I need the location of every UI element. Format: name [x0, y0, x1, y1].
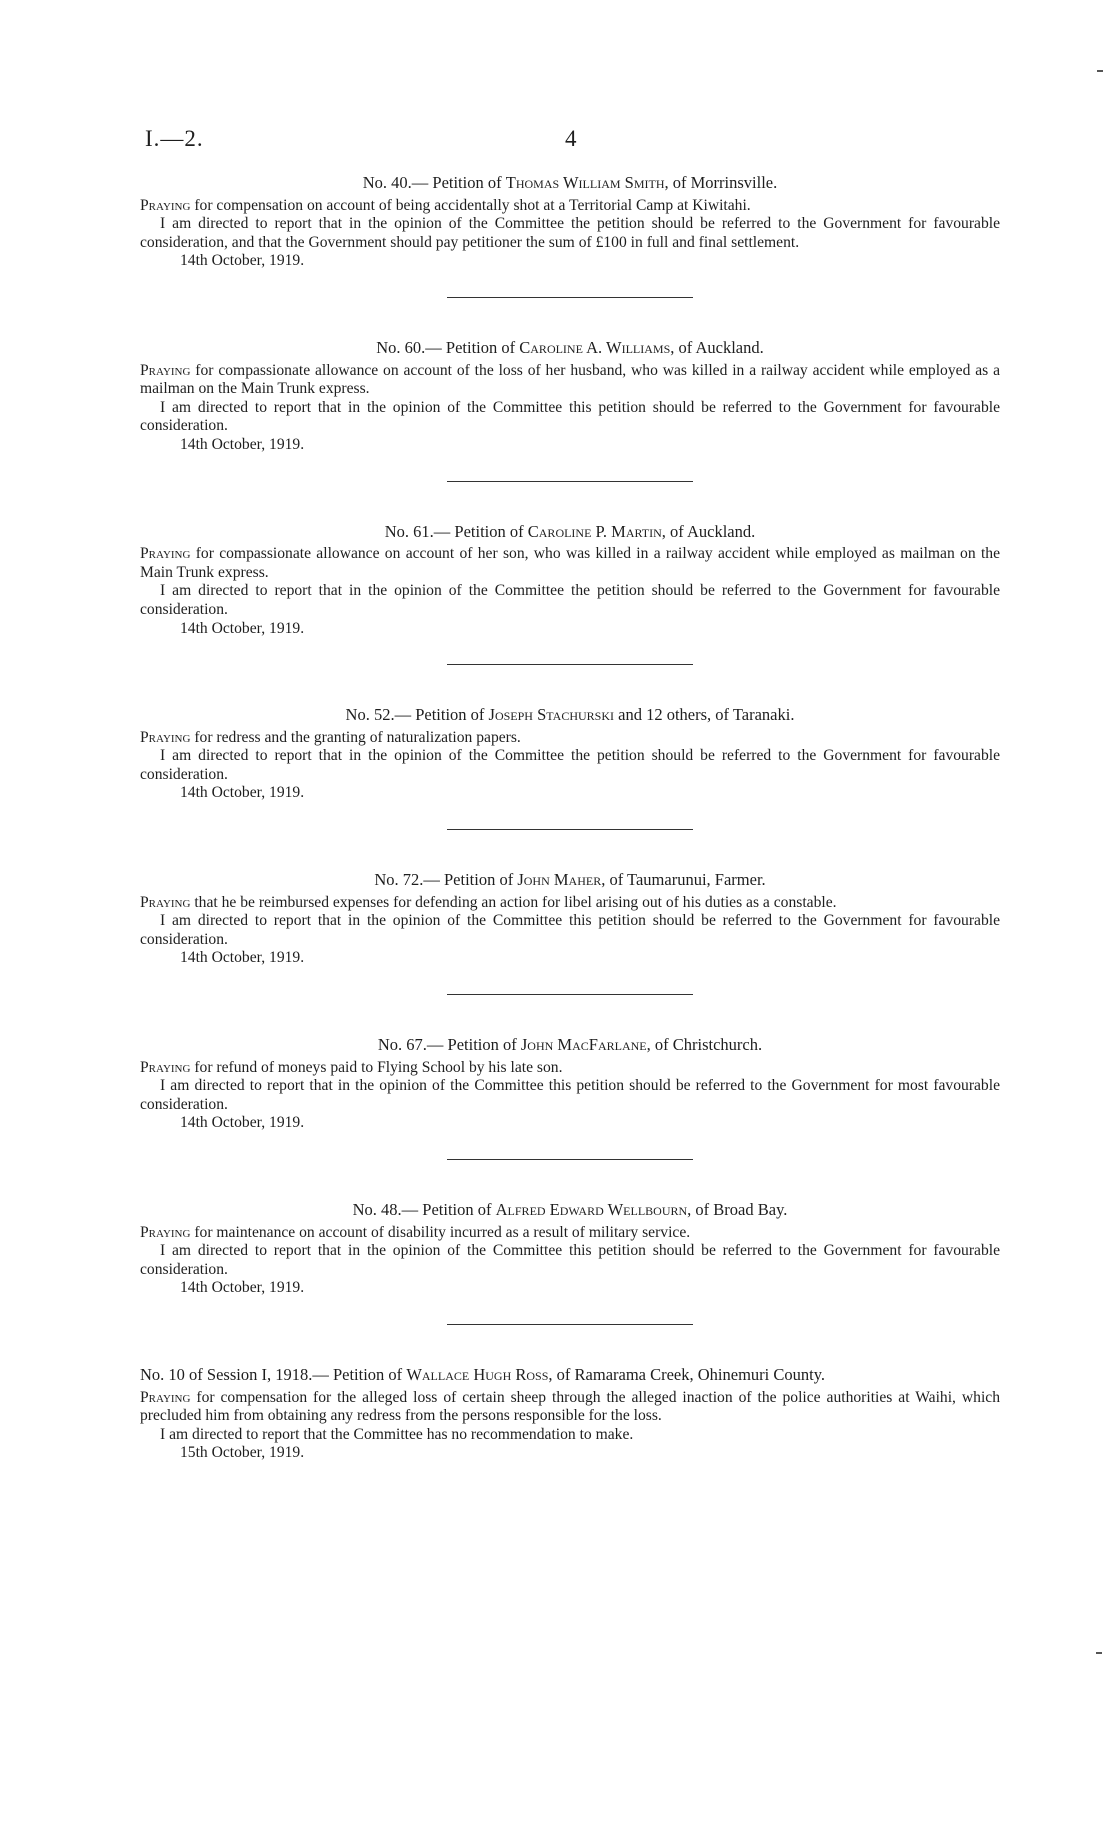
prayer-text: that he be reimbursed expenses for defending an action for libel arising out of his duties as a constable.: [190, 893, 837, 911]
prayer-text: for redress and the granting of naturalization papers.: [190, 728, 521, 746]
petitioner-place: , of Morrinsville.: [664, 173, 778, 192]
petition-entry: [140, 871, 1000, 968]
page-header: [145, 126, 995, 156]
scan-speck: [1097, 70, 1103, 72]
committee-report: I am directed to report that in the opinion of the Committee this petition should be referred to the Government for most favourable consideration.: [140, 1077, 1000, 1113]
petitioner-name: Joseph Stachurski: [488, 705, 614, 725]
petition-prayer: [140, 362, 1000, 399]
page-number: 4: [565, 126, 577, 151]
petition-of-label: — Petition of: [411, 173, 506, 192]
petition-prayer: [140, 894, 1000, 913]
prayer-text: for compassionate allowance on account of her son, who was killed in a railway accident while employed as mailman on the Main Trunk express.: [140, 545, 1000, 581]
petition-entry: [140, 1036, 1000, 1133]
petition-entry: [140, 706, 1000, 803]
report-date: 14th October, 1919.: [180, 949, 305, 967]
series-code: I.—2.: [145, 126, 204, 151]
petition-heading: [140, 1366, 1000, 1385]
petition-heading: [140, 1201, 1000, 1220]
petition-prayer: [140, 729, 1000, 748]
committee-report: I am directed to report that in the opinion of the Committee the petition should be referred to the Government for favourable consideration, and that the Government should pay petitioner the sum of £100 in full and final settlement.: [140, 215, 1000, 251]
petition-heading: [140, 1036, 1000, 1055]
praying-label: Praying: [140, 196, 191, 214]
report-date: 14th October, 1919.: [180, 784, 305, 802]
petition-number: No. 67.: [377, 1035, 427, 1055]
petition-of-label: — Petition of: [423, 870, 518, 890]
section-divider: [447, 664, 693, 665]
petition-prayer: [140, 1389, 1000, 1426]
petition-number: No. 72.: [374, 870, 424, 890]
petition-number: No. 40.: [362, 173, 412, 192]
scan-speck: [1096, 1652, 1102, 1654]
report-date: 14th October, 1919.: [180, 252, 305, 270]
petition-heading: [140, 871, 1000, 890]
praying-label: Praying: [140, 1058, 191, 1076]
petition-entry: [140, 1366, 1000, 1463]
petition-number: No. 61.: [384, 521, 434, 541]
petition-number: No. 60.: [376, 337, 426, 357]
prayer-text: for refund of moneys paid to Flying School by his late son.: [190, 1058, 563, 1076]
committee-report: I am directed to report that in the opinion of the Committee this petition should be referred to the Government for favourable consideration.: [140, 1242, 1000, 1278]
committee-report: I am directed to report that in the opinion of the Committee the petition should be referred to the Government for favourable consideration.: [140, 582, 1000, 618]
petitioner-place: , of Auckland.: [661, 521, 756, 541]
report-date: 14th October, 1919.: [180, 1114, 305, 1132]
praying-label: Praying: [140, 893, 191, 911]
petitioner-name: Alfred Edward Wellbourn: [495, 1200, 688, 1219]
petitioner-name: Thomas William Smith: [505, 173, 665, 192]
petition-entry: [140, 339, 1000, 455]
petition-heading: [140, 523, 1000, 542]
petition-of-label: — Petition of: [401, 1200, 496, 1219]
praying-label: Praying: [140, 361, 191, 379]
prayer-text: for compensation for the alleged loss of certain sheep through the alleged inaction of the police authorities at Waihi, which precluded him from obtaining any redress from the persons responsible for the loss.: [140, 1388, 1000, 1425]
petitioner-place: , of Broad Bay.: [687, 1200, 788, 1219]
praying-label: Praying: [140, 1223, 191, 1241]
committee-report: I am directed to report that the Committee has no recommendation to make.: [160, 1425, 634, 1443]
petitioner-place: , of Taumarunui, Farmer.: [601, 870, 766, 890]
praying-label: Praying: [140, 728, 191, 746]
petitioner-name: John MacFarlane: [520, 1035, 647, 1055]
report-date: 14th October, 1919.: [180, 619, 305, 637]
petition-entry: [140, 523, 1000, 639]
praying-label: Praying: [140, 545, 191, 563]
petition-entry: [140, 174, 1000, 271]
petition-of-label: — Petition of: [312, 1364, 407, 1384]
petition-of-label: — Petition of: [394, 705, 489, 725]
section-divider: [447, 481, 693, 482]
petition-number: No. 10 of Session I, 1918.: [140, 1364, 313, 1384]
petitioner-name: Wallace Hugh Ross: [406, 1364, 549, 1384]
section-divider: [447, 994, 693, 995]
prayer-text: for maintenance on account of disability incurred as a result of military service.: [190, 1223, 691, 1241]
section-divider: [447, 1324, 693, 1325]
petitioner-place: and 12 others, of Taranaki.: [614, 705, 795, 725]
report-date: 14th October, 1919.: [180, 1279, 305, 1297]
petition-prayer: [140, 1224, 1000, 1243]
petition-heading: [140, 174, 1000, 193]
praying-label: Praying: [140, 1388, 191, 1406]
petition-of-label: — Petition of: [433, 521, 528, 541]
report-date: 14th October, 1919.: [180, 435, 305, 453]
petition-heading: [140, 706, 1000, 725]
petitioner-place: , of Auckland.: [670, 337, 764, 357]
petition-prayer: [140, 1059, 1000, 1078]
prayer-text: for compassionate allowance on account of the loss of her husband, who was killed in a railway accident while employed as a mailman on the Main Trunk express.: [140, 361, 1000, 398]
report-date: 15th October, 1919.: [180, 1444, 305, 1462]
petitioner-place: , of Ramarama Creek, Ohinemuri County.: [548, 1364, 826, 1384]
section-divider: [447, 1159, 693, 1160]
committee-report: I am directed to report that in the opinion of the Committee this petition should be referred to the Government for favourable consideration.: [140, 912, 1000, 948]
petition-heading: [140, 339, 1000, 358]
petition-list: [140, 174, 1000, 1463]
petition-number: No. 52.: [345, 705, 395, 725]
section-divider: [447, 829, 693, 830]
petitioner-place: , of Christchurch.: [646, 1035, 763, 1055]
petition-of-label: — Petition of: [426, 1035, 521, 1055]
petition-entry: [140, 1201, 1000, 1298]
petitioner-name: John Maher: [517, 870, 602, 890]
petitioner-name: Caroline P. Martin: [527, 521, 662, 541]
section-divider: [447, 297, 693, 298]
petitioner-name: Caroline A. Williams: [519, 337, 671, 357]
petition-number: No. 48.: [352, 1200, 402, 1219]
prayer-text: for compensation on account of being accidentally shot at a Territorial Camp at Kiwitahi.: [190, 196, 751, 214]
petition-prayer: [140, 197, 1000, 216]
petition-prayer: [140, 545, 1000, 582]
committee-report: I am directed to report that in the opinion of the Committee the petition should be referred to the Government for favourable consideration.: [140, 747, 1000, 783]
petition-of-label: — Petition of: [425, 337, 520, 357]
committee-report: I am directed to report that in the opinion of the Committee this petition should be referred to the Government for favourable consideration.: [140, 398, 1000, 435]
